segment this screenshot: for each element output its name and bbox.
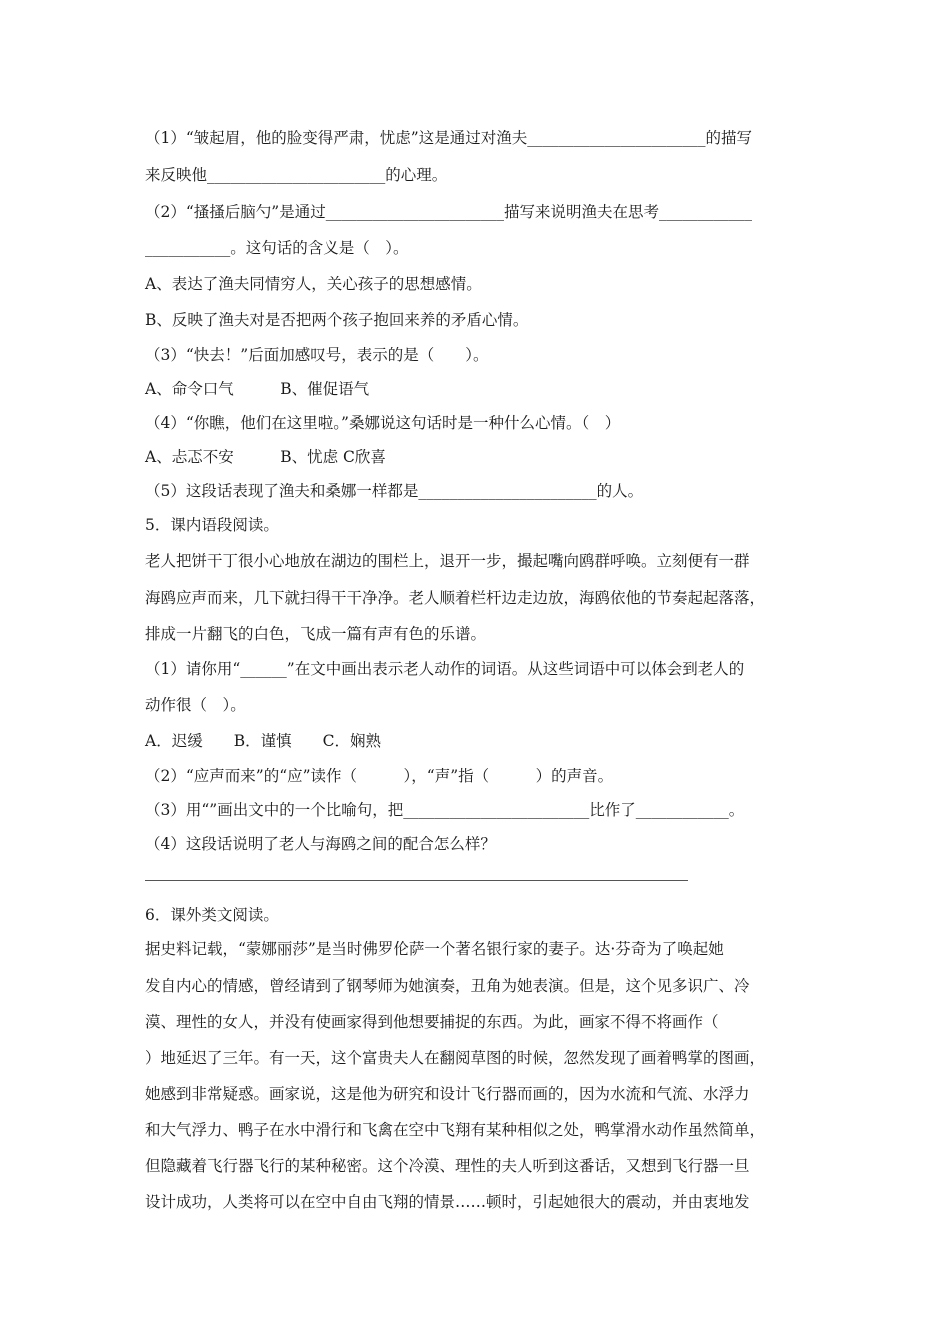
q4-2-option-a: A、表达了渔夫同情穷人，关心孩子的思想感情。: [145, 275, 482, 293]
passage-6-line6: 和大气浮力、鸭子在水中滑行和飞禽在空中飞翔有某种相似之处，鸭掌滑水动作虽然简单，: [145, 1121, 766, 1139]
q5-1-line2: 动作很（ ）。: [145, 696, 246, 714]
passage-6-line5: 她感到非常疑惑。画家说，这是他为研究和设计飞行器而画的，因为水流和气流、水浮力: [145, 1085, 750, 1103]
q5-4-question: （4）这段话说明了老人与海鸥之间的配合怎么样？: [145, 835, 496, 853]
passage-5-line2: 海鸥应声而来，几下就扫得干干净净。老人顺着栏杆边走边放，海鸥依他的节奏起起落落，: [145, 589, 766, 607]
passage-6-line3: 漠、理性的女人，并没有使画家得到他想要捕捉的东西。为此，画家不得不将画作（: [145, 1013, 719, 1031]
passage-6-line1: 据史料记载，“蒙娜丽莎”是当时佛罗伦萨一个著名银行家的妻子。达·芬奇为了唤起她: [145, 940, 724, 958]
passage-5-line3: 排成一片翻飞的白色，飞成一篇有声有色的乐谱。: [145, 625, 487, 643]
q4-1-line2: 来反映他_______________________的心理。: [145, 166, 448, 184]
passage-6-line8: 设计成功，人类将可以在空中自由飞翔的情景……顿时，引起她很大的震动，并由衷地发: [145, 1193, 750, 1211]
answer-underline: [145, 880, 688, 881]
q4-2-line2: ___________。这句话的含义是（ ）。: [145, 239, 409, 257]
q4-3-options: A、命令口气 B、催促语气: [145, 380, 370, 398]
q4-5-question: （5）这段话表现了渔夫和桑娜一样都是_______________________的人。: [145, 482, 644, 500]
q5-3-question: （3）用“”画出文中的一个比喻句，把________________________比作了____________。: [145, 801, 745, 819]
q4-3-question: （3）“快去！”后面加感叹号，表示的是（ ）。: [145, 346, 489, 364]
passage-6-line4: ）地延迟了三年。有一天，这个富贵夫人在翻阅草图的时候，忽然发现了画着鸭掌的图画，: [145, 1049, 766, 1067]
passage-6-line7: 但隐藏着飞行器飞行的某种秘密。这个冷漠、理性的夫人听到这番话，又想到飞行器一旦: [145, 1157, 750, 1175]
q5-2-question: （2）“应声而来”的“应”读作（ ），“声”指（ ）的声音。: [145, 767, 614, 785]
q5-1-options: A．迟缓 B．谨慎 C．娴熟: [145, 732, 381, 750]
section-6-heading: 6．课外类文阅读。: [145, 906, 279, 924]
q4-4-options: A、忐忑不安 B、忧虑 C欣喜: [145, 448, 386, 466]
q4-2-option-b: B、反映了渔夫对是否把两个孩子抱回来养的矛盾心情。: [145, 311, 529, 329]
q4-1-line1: （1）“皱起眉，他的脸变得严肃，忧虑”这是通过对渔夫_______________________的描写: [145, 129, 752, 147]
passage-5-line1: 老人把饼干丁很小心地放在湖边的围栏上，退开一步，撮起嘴向鸥群呼唤。立刻便有一群: [145, 552, 750, 570]
q4-2-line1: （2）“搔搔后脑勺”是通过_______________________描写来说明渔夫在思考____________: [145, 203, 752, 221]
q5-1-line1: （1）请你用“______”在文中画出表示老人动作的词语。从这些词语中可以体会到老人的: [145, 660, 745, 678]
section-5-heading: 5．课内语段阅读。: [145, 516, 279, 534]
q4-4-question: （4）“你瞧，他们在这里啦。”桑娜说这句话时是一种什么心情。（ ）: [145, 414, 621, 432]
passage-6-line2: 发自内心的情感，曾经请到了钢琴师为她演奏，丑角为她表演。但是，这个见多识广、冷: [145, 977, 750, 995]
